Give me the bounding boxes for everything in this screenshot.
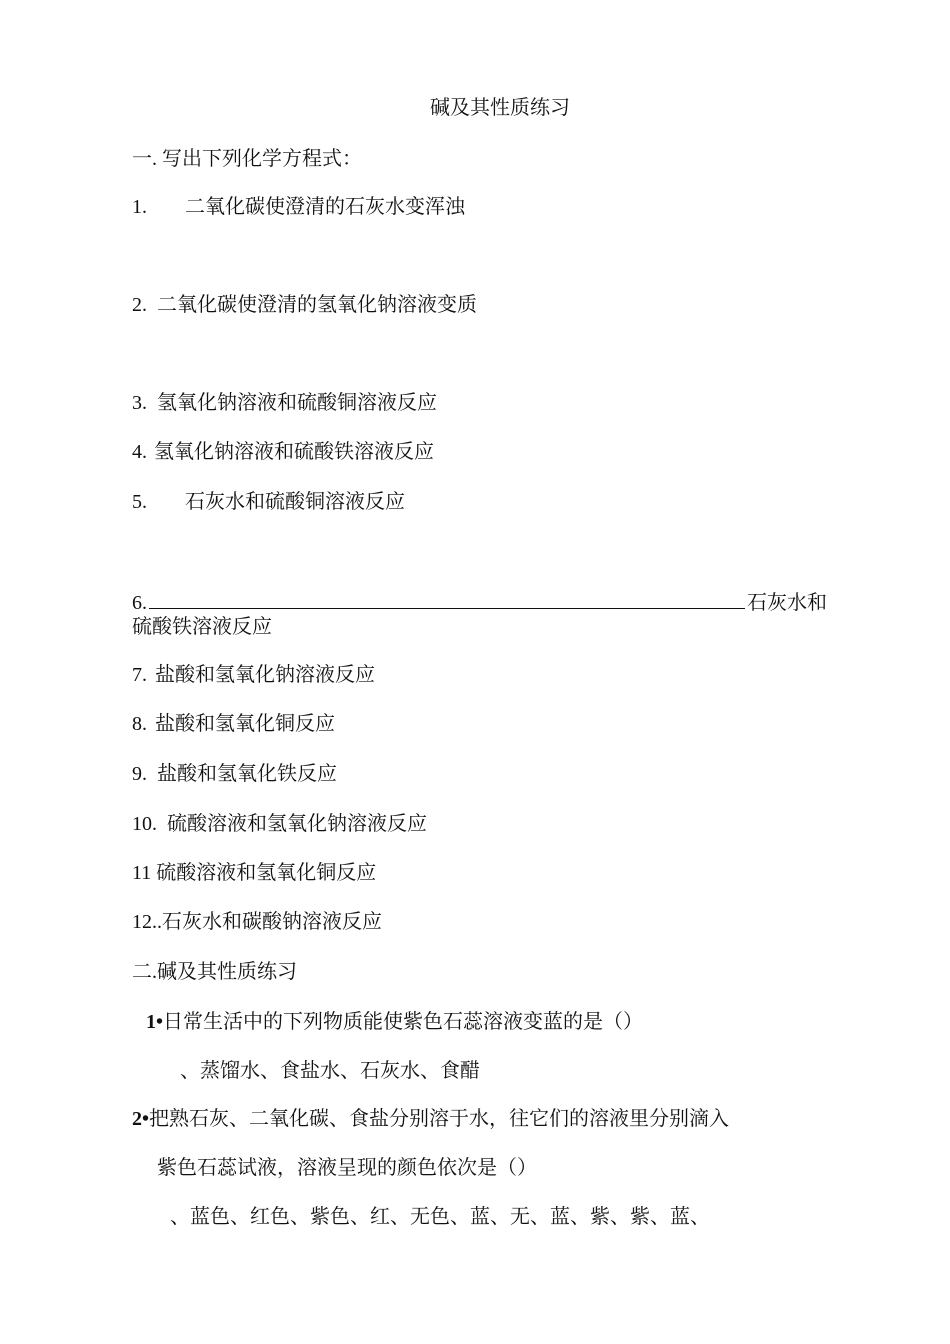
list-item	[132, 393, 437, 413]
question-1-options: 、蒸馏水、食盐水、石灰水、食醋	[180, 1060, 480, 1082]
item-text: 石灰水和	[747, 592, 827, 614]
item-number: 3.	[132, 392, 147, 414]
answer-blank	[149, 590, 745, 609]
item-number: 1.	[132, 196, 147, 218]
item-number: 8.	[132, 713, 147, 735]
item-text: 盐酸和氢氧化铁反应	[157, 763, 337, 785]
item-text: 氢氧化钠溶液和硫酸铜溶液反应	[157, 392, 437, 414]
list-item	[132, 863, 376, 883]
item-number: 10.	[132, 813, 157, 835]
item-text: 二氧化碳使澄清的石灰水变浑浊	[185, 196, 465, 218]
question-text: 日常生活中的下列物质能使紫色石蕊溶液变蓝的是（）	[163, 1011, 644, 1033]
item-number: 9.	[132, 763, 147, 785]
item-text: 二氧化碳使澄清的氢氧化钠溶液变质	[157, 294, 477, 316]
question-number: 2•	[132, 1108, 150, 1130]
page-title: 碱及其性质练习	[430, 97, 570, 119]
item-number: 4.	[132, 441, 147, 463]
list-item	[132, 590, 827, 613]
item-text-continued: 硫酸铁溶液反应	[132, 616, 272, 638]
question-2-text-continued: 紫色石蕊试液，溶液呈现的颜色依次是（）	[157, 1157, 537, 1179]
list-item	[132, 912, 382, 932]
question-2	[132, 1109, 729, 1129]
list-item	[132, 492, 405, 512]
item-text: 石灰水和碳酸钠溶液反应	[162, 911, 382, 933]
item-text: 盐酸和氢氧化钠溶液反应	[155, 664, 375, 686]
item-text: 硫酸溶液和氢氧化钠溶液反应	[167, 813, 427, 835]
item-text: 盐酸和氢氧化铜反应	[155, 713, 335, 735]
item-number: 7.	[132, 664, 147, 686]
item-number: 11	[132, 862, 152, 884]
section1-heading: 一. 写出下列化学方程式：	[132, 148, 362, 170]
list-item	[132, 442, 434, 462]
list-item	[132, 814, 427, 834]
list-item	[132, 295, 477, 315]
question-2-options: 、蓝色、红色、紫色、红、无色、蓝、无、蓝、紫、紫、蓝、	[170, 1206, 710, 1228]
list-item	[132, 714, 335, 734]
list-item	[132, 665, 375, 685]
item-number: 6.	[132, 592, 147, 614]
question-text: 把熟石灰、二氧化碳、食盐分别溶于水，往它们的溶液里分别滴入	[149, 1108, 730, 1130]
item-number: 12..	[132, 911, 162, 933]
item-text: 氢氧化钠溶液和硫酸铁溶液反应	[154, 441, 434, 463]
item-text: 硫酸溶液和氢氧化铜反应	[156, 862, 377, 884]
question-1	[146, 1012, 643, 1032]
list-item	[132, 197, 465, 217]
item-text: 石灰水和硫酸铜溶液反应	[185, 491, 405, 513]
question-number: 1•	[146, 1011, 164, 1033]
section2-heading: 二.碱及其性质练习	[132, 961, 297, 983]
list-item	[132, 764, 337, 784]
item-number: 5.	[132, 491, 147, 513]
item-number: 2.	[132, 294, 147, 316]
